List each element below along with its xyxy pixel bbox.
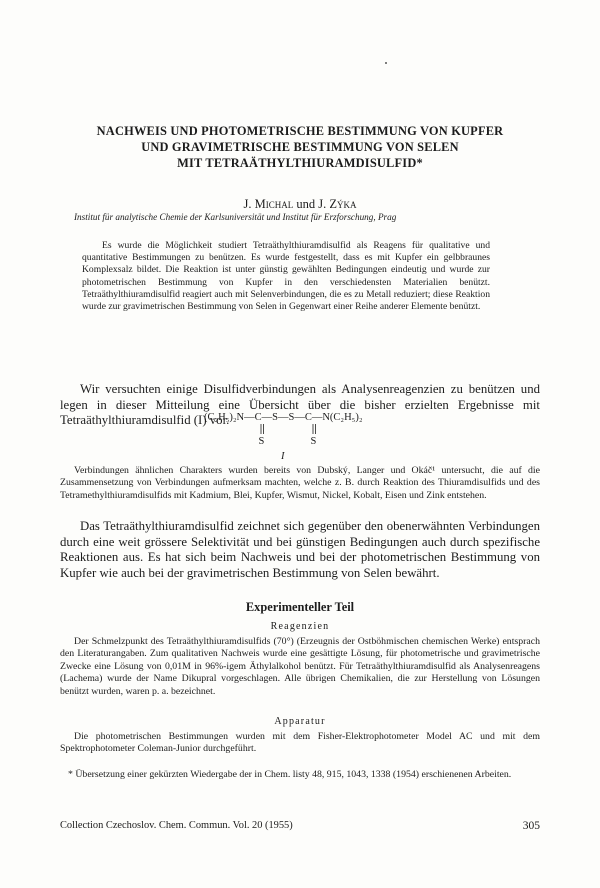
footnote xyxy=(60,769,540,781)
author1-initial: J. xyxy=(243,197,255,211)
page-number: 305 xyxy=(522,820,540,832)
subsection-heading-reagents: Reagenzien xyxy=(270,621,330,632)
article-title xyxy=(60,123,540,171)
intro-paragraph: Wir versuchten einige Disulfidverbindungen als Analysenreagenzien zu benützen und legen in dieser Mitteilung eine Übersicht über die bisher erzielten Ergebnisse mit Tetraäthylthiuramdisulfid (I) vor. xyxy=(60,382,540,428)
author2-name: Zýka xyxy=(329,197,357,211)
selectivity-section xyxy=(60,519,540,581)
formula-sulfur-2: S xyxy=(310,436,317,447)
affiliation: Institut für analytische Chemie der Karlsuniversität und Institut für Erzforschung, Prag xyxy=(74,212,397,222)
apparatus-section xyxy=(60,731,540,756)
title-line-2: UND GRAVIMETRISCHE BESTIMMUNG VON SELEN xyxy=(141,140,459,154)
formula-sulfur-1: S xyxy=(258,436,265,447)
footnote-text: * Übersetzung einer gekürzten Wiedergabe der in Chem. listy 48, 915, 1043, 1338 (1954) erschienenen Arbeiten. xyxy=(68,769,512,780)
author-conjunction: und xyxy=(293,197,319,211)
author2-initial: J. xyxy=(318,197,330,211)
title-line-3: MIT TETRAÄTHYLTHIURAMDISULFID* xyxy=(177,156,423,170)
selectivity-paragraph: Das Tetraäthylthiuramdisulfid zeichnet sich gegenüber den obenerwähnten Verbindungen durch eine weit grössere Selektivität und bei günstigen Bedingungen auch durch spezifische Reaktionen aus. Es hat sich beim Nachweis und bei der photometrischen Bestimmung von Kupfer wie auch bei der gravimetrischen Bestimmung von Selen bewährt. xyxy=(60,519,540,580)
section-heading: Experimenteller Teil xyxy=(245,600,355,614)
journal-citation: Collection Czechoslov. Chem. Commun. Vol. 20 (1955) xyxy=(60,820,293,831)
author1-name: Michal xyxy=(254,197,294,211)
prior-work-section xyxy=(60,465,540,502)
apparatus-paragraph: Die photometrischen Bestimmungen wurden mit dem Fisher-Elektrophotometer Model AC und mit dem Spektrophotometer Coleman-Junior durchgeführt. xyxy=(60,731,540,755)
abstract-text: Es wurde die Möglichkeit studiert Tetraäthylthiuramdisulfid als Reagens für qualitative und quantitative Bestimmungen zu benützen. Es wurde festgestellt, dass es mit Kupfer ein gelbbraunes Komplexsalz bildet. Die Reaktion ist unter günstig gewählten Bedingungen eindeutig und wurde zur photometrischen Bestimmung von Kupfer in den verschiedensten Materialien benützt. Tetraäthylthiuramdisulfid reagiert auch mit Selenverbindungen, die es zu Metall reduziert; diese Reaktion wurde zur gravimetrischen Bestimmung von Selen in Gegenwart einer Reihe anderer Elemente benützt. xyxy=(82,240,490,313)
print-speck xyxy=(385,62,387,64)
formula-main-chain: (C₂H₅)₂N—C—S—S—C—N(C₂H₅)₂ xyxy=(204,412,363,423)
formula-label: I xyxy=(281,451,285,462)
abstract xyxy=(82,240,490,313)
prior-work-paragraph: Verbindungen ähnlichen Charakters wurden bereits von Dubský, Langer und Okáč¹ untersucht, die auf die Zusammensetzung von Verbindungen aufmerksam machten, welche z. B. durch Reaktion des Thiuramdisulfids und des Tetramethylthiuramdisulfids mit Kadmium, Blei, Kupfer, Wismut, Nickel, Kobalt, Eisen und Zink entstehen. xyxy=(60,465,540,501)
reagents-section xyxy=(60,636,540,698)
reagents-paragraph: Der Schmelzpunkt des Tetraäthylthiuramdisulfids (70°) (Erzeugnis der Ostböhmischen chemischen Werke) entsprach den Literaturangaben. Zum qualitativen Nachweis wurde eine gesättigte Lösung, für photometrische und gravimetrische Zwecke eine Lösung von 0,01M in 96%-igem Äthylalkohol benützt. Für Tetraäthylthiuramdisulfid als Analysenreagens (Lachema) wurde der Name Dikupral vorgeschlagen. Alle übrigen Chemikalien, die zur Herstellung von Lösungen benützt wurden, waren p. a. bezeichnet. xyxy=(60,636,540,697)
title-line-1: NACHWEIS UND PHOTOMETRISCHE BESTIMMUNG VON KUPFER xyxy=(96,124,504,138)
intro-section xyxy=(60,382,540,429)
author-line xyxy=(60,197,540,212)
subsection-heading-apparatus: Apparatur xyxy=(274,716,326,727)
